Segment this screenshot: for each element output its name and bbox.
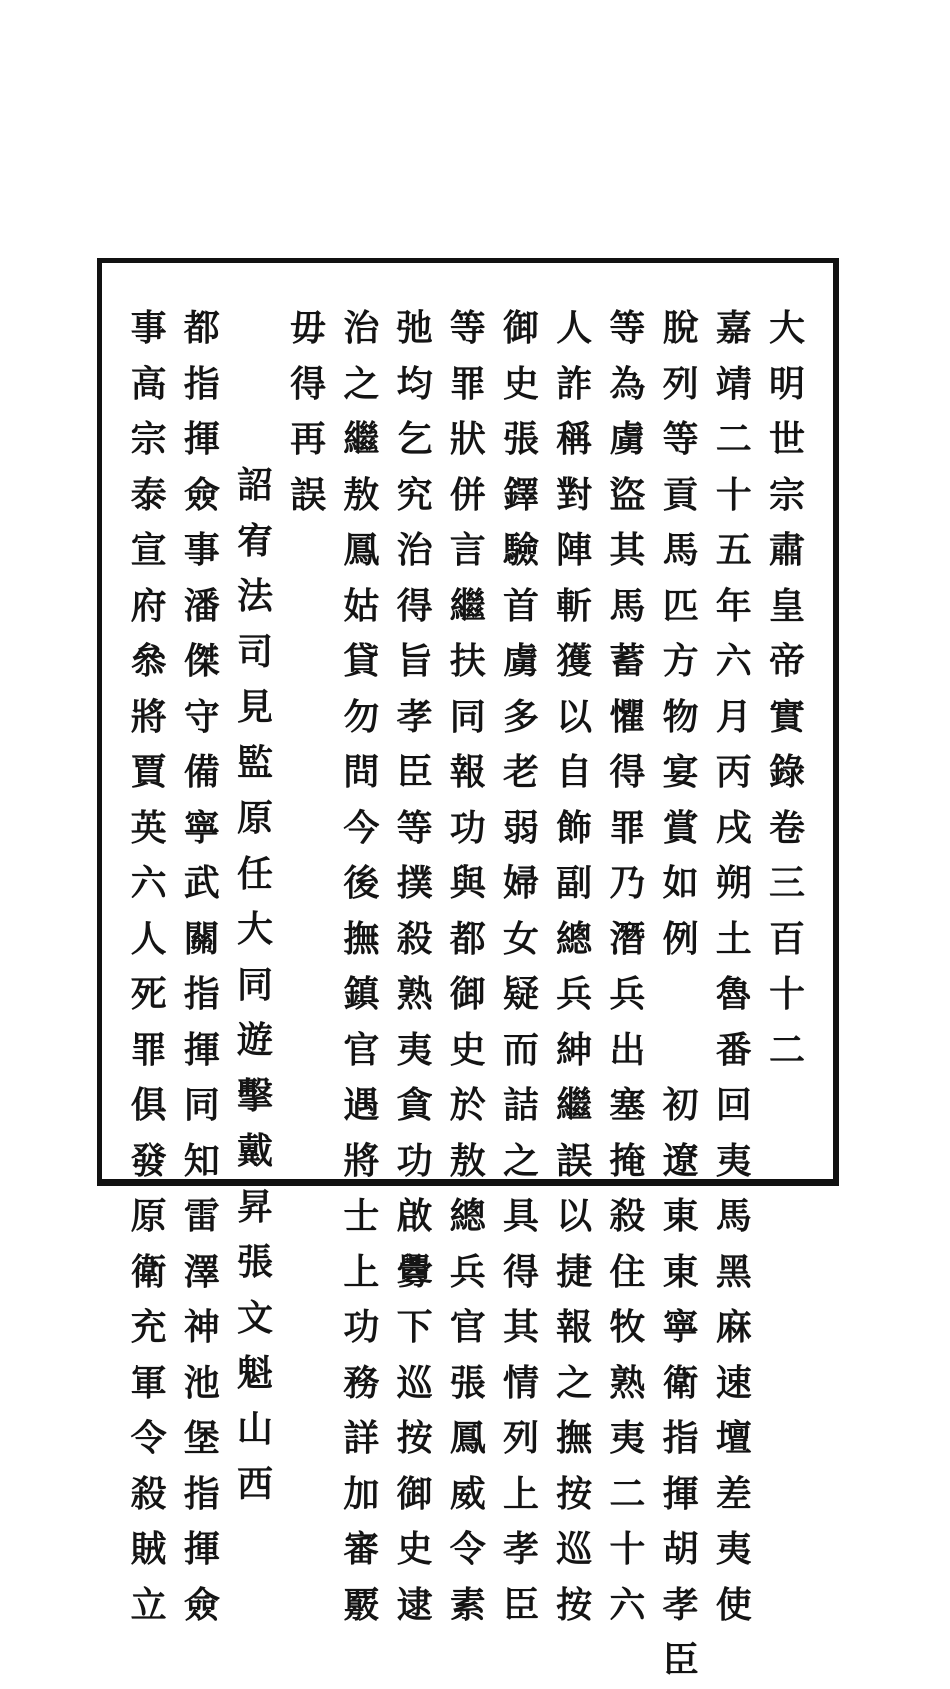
text-column: 人 詐 稱 對 陣 斬 獲 以 自 飾 副 總 兵 紳 繼 誤 以 捷 報 之 撫 按 巡 按 [556, 307, 593, 1626]
text-column: 都 指 揮 僉 事 潘 傑 守 備 寧 武 關 指 揮 同 知 雷 澤 神 池 堡 指 揮 僉 [183, 307, 220, 1626]
text-column: 治 之 繼 敖 鳳 姑 貸 勿 問 今 後 撫 鎮 官 遇 將 士 上 功 務 詳 加 審 覈 [343, 307, 380, 1626]
text-column: 弛 均 乞 究 治 得 旨 孝 臣 等 撲 殺 熟 夷 貪 功 啟 釁 下 巡 按 御 史 逮 [396, 307, 433, 1626]
text-column: 等 為 虜 盜 其 馬 蓄 懼 得 罪 乃 潛 兵 出 塞 掩 殺 住 牧 熟 夷 二 十 六 [609, 307, 646, 1626]
text-column: 嘉 靖 二 十 五 年 六 月 丙 戌 朔 土 魯 番 回 夷 馬 黑 麻 速 壇 差 夷 使 [715, 307, 752, 1626]
page-frame [97, 258, 839, 1681]
text-column: 御 史 張 鐸 驗 首 虜 多 老 弱 婦 女 疑 而 詰 之 具 得 其 情 列 上 孝 臣 [502, 307, 539, 1626]
text-column: 等 罪 狀 併 言 繼 扶 同 報 功 與 都 御 史 於 敖 總 兵 官 張 鳳 威 令 素 [449, 307, 486, 1626]
text-column: 毋 得 再 誤 [290, 307, 327, 516]
text-column: 脫 列 等 貢 馬 匹 方 物 宴 賞 如 例 初 遼 東 東 寧 衛 指 揮 胡 孝 臣 [662, 307, 699, 1681]
text-column: 事 高 宗 泰 宣 府 叅 將 賈 英 六 人 死 罪 俱 發 原 衛 充 軍 令 殺 賊 立 [130, 307, 167, 1626]
text-column: 大 明 世 宗 肅 皇 帝 實 錄 卷 三 百 十 二 [768, 307, 805, 1071]
text-columns [102, 263, 833, 1681]
text-column: 詔 宥 法 司 見 監 原 任 大 同 遊 擊 戴 昇 張 文 魁 山 西 [236, 464, 273, 1505]
